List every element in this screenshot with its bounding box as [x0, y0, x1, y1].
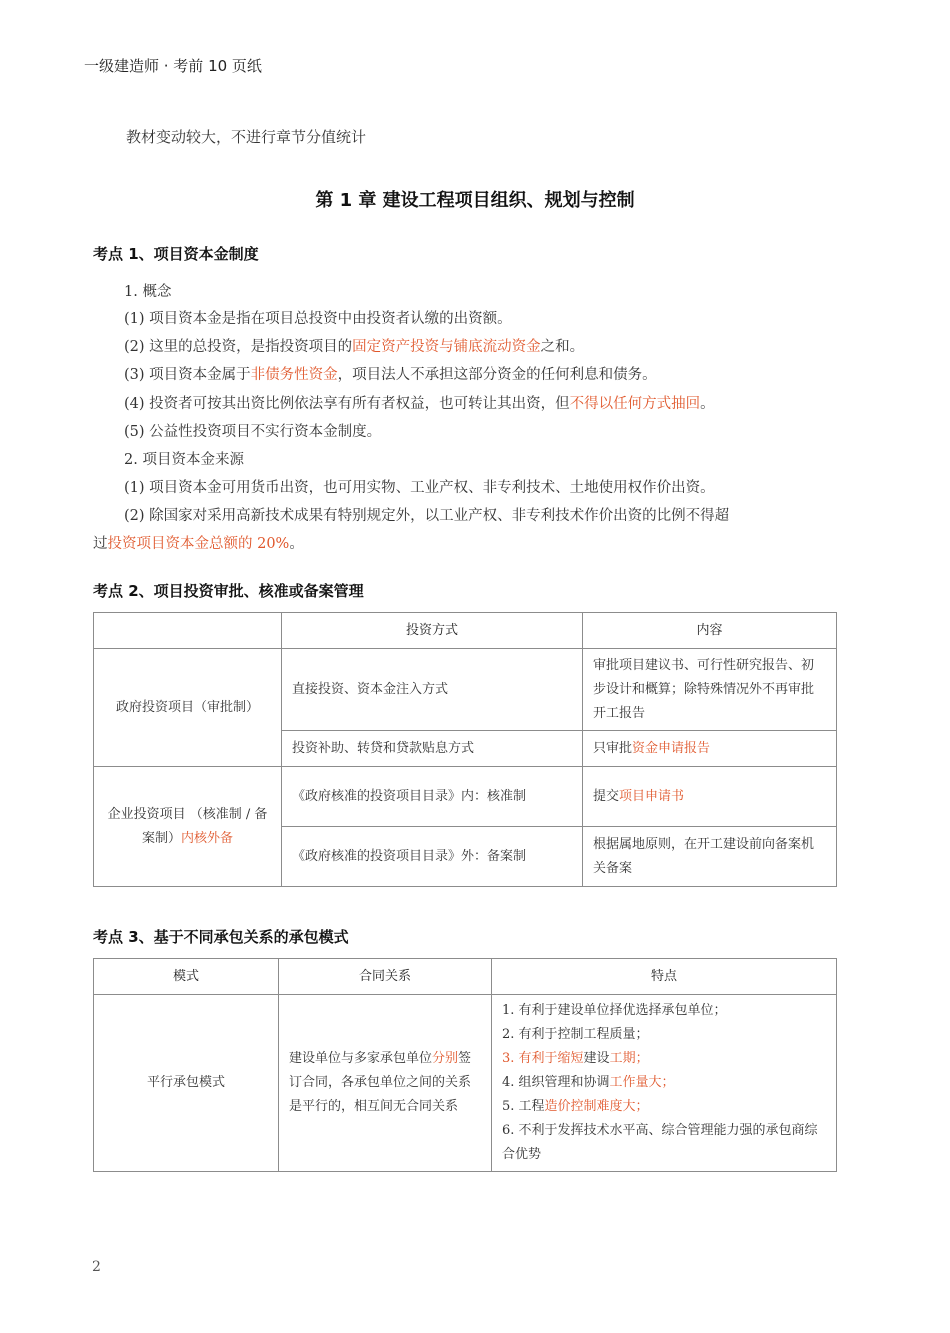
- ent-row1-method: 《政府核准的投资项目目录》内：核准制: [282, 767, 583, 827]
- feature-3-hl2: 工期: [609, 1051, 636, 1066]
- feature-1: 1. 有利于建设单位择优选择承包单位；: [502, 1003, 727, 1018]
- p3-text-b: ，项目法人不承担这部分资金的任何利息和债务。: [337, 367, 657, 383]
- feature-3-hl1: 3. 有利于缩短: [502, 1051, 584, 1066]
- p3-text-a: (3) 项目资本金属于: [124, 367, 251, 383]
- ent-label-highlight: 内核外备: [181, 830, 234, 846]
- gov-project-label: 政府投资项目（审批制）: [94, 649, 282, 767]
- contract-text-b: 签订合同，各承包单位之间的关系是平行的，相互间无合同关系: [289, 1051, 472, 1114]
- feature-4-highlight: 工作量大；: [609, 1075, 675, 1090]
- gov-row2-content: [583, 731, 837, 767]
- feature-3-text: 建设: [583, 1051, 610, 1066]
- section1-title: 考点 1、项目资本金制度: [93, 245, 259, 263]
- concept-heading: 1. 概念: [124, 284, 172, 300]
- paragraph-4: [124, 392, 715, 413]
- contract-text-a: 建设单位与多家承包单位: [289, 1051, 433, 1066]
- feature-3-hl3: ；: [635, 1051, 649, 1066]
- feature-6: 6. 不利于发挥技术水平高、综合管理能力强的承包商综合优势: [502, 1123, 818, 1162]
- header-title: 一级建造师 · 考前 10 页纸: [84, 57, 262, 75]
- chapter-title: 第 1 章 建设工程项目组织、规划与控制: [315, 190, 635, 211]
- header-cell-contract: 合同关系: [279, 959, 492, 995]
- ent-row1-content: [583, 767, 837, 827]
- paragraph-7: (2) 除国家对采用高新技术成果有特别规定外，以工业产权、非专利技术作价出资的比例不得超: [124, 508, 730, 524]
- feature-4: [502, 1071, 826, 1095]
- p4-text-a: (4) 投资者可按其出资比例依法享有所有者权益，也可转让其出资，但: [124, 396, 570, 412]
- p2-highlight: 固定资产投资与铺底流动资金: [352, 339, 541, 355]
- source-heading: 2. 项目资本金来源: [124, 452, 244, 468]
- ent-row2-content: 根据属地原则，在开工建设前向备案机关备案: [583, 827, 837, 887]
- gov-row2-text: 只审批: [593, 740, 633, 756]
- mode-cell: 平行承包模式: [94, 995, 279, 1172]
- p3-highlight: 非债务性资金: [250, 367, 338, 383]
- feature-5-text: 5. 工程: [502, 1099, 545, 1114]
- ent-project-label: [94, 767, 282, 887]
- header-cell-mode: 模式: [94, 959, 279, 995]
- features-cell: [492, 995, 837, 1172]
- ent-row1-highlight: 项目申请书: [619, 788, 685, 804]
- paragraph-3: [124, 363, 657, 384]
- p7-highlight: 投资项目资本金总额的 20%: [107, 536, 290, 552]
- section2-title: 考点 2、项目投资审批、核准或备案管理: [93, 582, 364, 600]
- gov-row1-content: 审批项目建议书、可行性研究报告、初步设计和概算；除特殊情况外不再审批开工报告: [583, 649, 837, 731]
- feature-5: [502, 1095, 826, 1119]
- intro-text: 教材变动较大，不进行章节分值统计: [126, 128, 367, 146]
- contract-highlight: 分别: [432, 1051, 459, 1066]
- gov-row1-method: 直接投资、资本金注入方式: [282, 649, 583, 731]
- paragraph-5: (5) 公益性投资项目不实行资本金制度。: [124, 424, 382, 440]
- table-header-row: [94, 959, 837, 995]
- ent-label-text: 企业投资项目 （核准制 / 备案制）: [107, 806, 268, 846]
- paragraph-7-cont: [93, 532, 304, 553]
- section3-title: 考点 3、基于不同承包关系的承包模式: [93, 928, 349, 946]
- ent-row2-method: 《政府核准的投资项目目录》外：备案制: [282, 827, 583, 887]
- ent-row1-text: 提交: [593, 788, 620, 804]
- table-row: [94, 649, 837, 731]
- header-cell-method: 投资方式: [282, 613, 583, 649]
- paragraph-1: (1) 项目资本金是指在项目总投资中由投资者认缴的出资额。: [124, 311, 512, 327]
- feature-4-text: 4. 组织管理和协调: [502, 1075, 610, 1090]
- feature-2: 2. 有利于控制工程质量；: [502, 1027, 649, 1042]
- p2-text-a: (2) 这里的总投资，是指投资项目的: [124, 339, 353, 355]
- feature-3: [502, 1047, 826, 1071]
- p4-highlight: 不得以任何方式抽回: [569, 396, 701, 412]
- table-header-row: [94, 613, 837, 649]
- header-cell-features: 特点: [492, 959, 837, 995]
- feature-5-highlight: 造价控制难度大；: [544, 1099, 649, 1114]
- page-number: 2: [92, 1259, 101, 1275]
- gov-row2-highlight: 资金申请报告: [632, 740, 711, 756]
- paragraph-2: [124, 335, 584, 356]
- table-row: [94, 767, 837, 827]
- contracting-mode-table: [93, 958, 837, 1172]
- header-cell-content: 内容: [583, 613, 837, 649]
- header-cell-blank: [94, 613, 282, 649]
- p4-text-b: 。: [700, 396, 715, 412]
- investment-approval-table: [93, 612, 837, 887]
- p7-text-c: 。: [289, 536, 304, 552]
- p7-text-b: 过: [93, 536, 108, 552]
- paragraph-6: (1) 项目资本金可用货币出资，也可用实物、工业产权、非专利技术、土地使用权作价出资。: [124, 480, 715, 496]
- gov-row2-method: 投资补助、转贷和贷款贴息方式: [282, 731, 583, 767]
- p2-text-b: 之和。: [540, 339, 585, 355]
- contract-cell: [279, 995, 492, 1172]
- table-row: [94, 995, 837, 1172]
